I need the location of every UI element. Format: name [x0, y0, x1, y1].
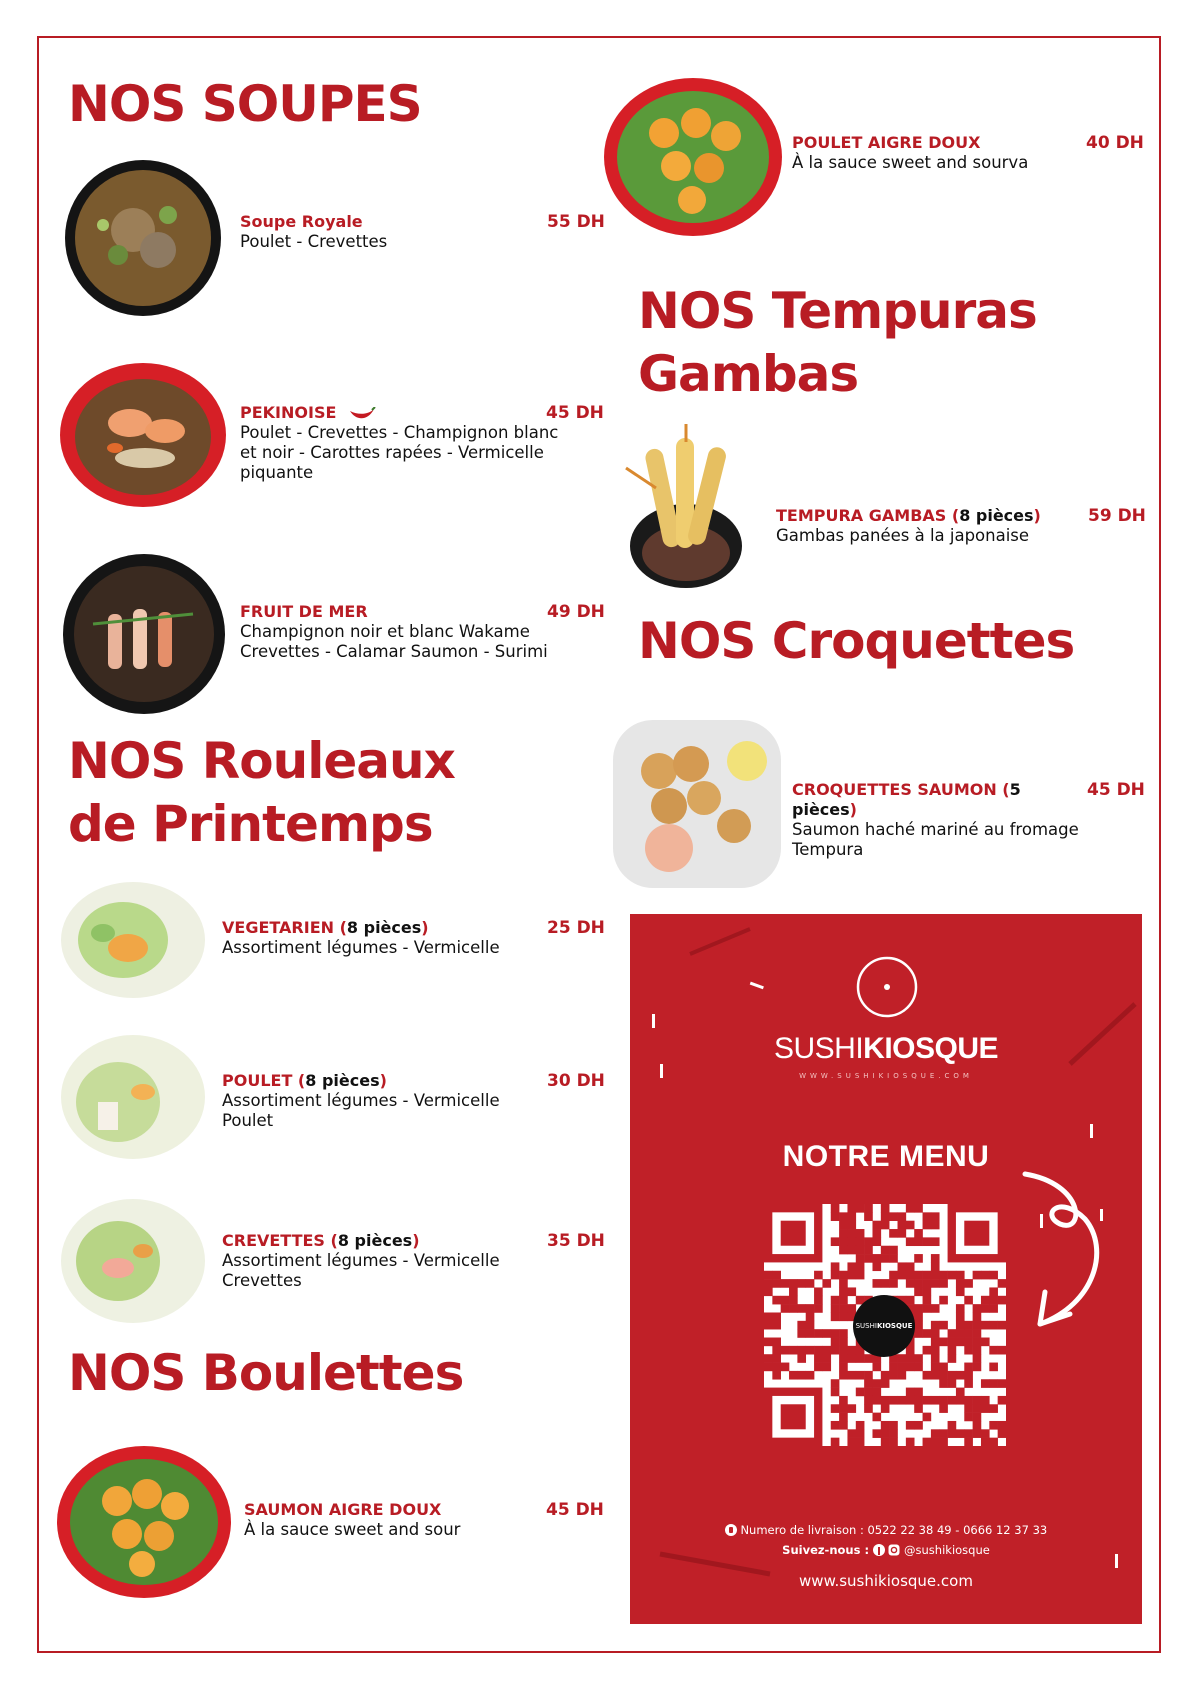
item-name: Soupe Royale: [240, 212, 363, 231]
item-description: Champignon noir et blanc Wakame Crevettes - Calamar Saumon - Surimi: [240, 622, 548, 661]
section-title-boulettes: NOS Boulettes: [68, 1344, 464, 1402]
item-pieces: 8 pièces: [305, 1071, 380, 1090]
chili-icon: [348, 407, 376, 421]
section-title-croquettes: NOS Croquettes: [638, 612, 1075, 670]
item-name: POULET (: [222, 1071, 306, 1090]
item-name: CREVETTES (: [222, 1231, 338, 1250]
qr-code[interactable]: [764, 1204, 1006, 1446]
menu-item-poulet-rouleau: [222, 1071, 552, 1131]
item-price: 30 DH: [547, 1071, 605, 1091]
item-price: 25 DH: [547, 918, 605, 938]
item-price: 35 DH: [547, 1231, 605, 1251]
facebook-icon[interactable]: [873, 1544, 885, 1556]
item-description: Gambas panées à la japonaise: [776, 526, 1030, 545]
phone-icon: [725, 1524, 737, 1536]
item-paren: ): [379, 1071, 387, 1090]
rouleau-crevettes-image: [58, 1196, 208, 1326]
pekinoise-image: [60, 363, 226, 508]
menu-item-saumon-aigre-doux: [244, 1500, 460, 1540]
section-title-rouleaux-line1: NOS Rouleaux: [68, 732, 455, 790]
menu-item-poulet-aigre-doux: [792, 133, 1028, 173]
item-description: À la sauce sweet and sour: [244, 1520, 461, 1539]
item-description: Assortiment légumes - Vermicelle Poulet: [222, 1091, 500, 1130]
fruit-de-mer-image: [63, 554, 225, 714]
item-name: VEGETARIEN (: [222, 918, 347, 937]
item-price: 49 DH: [547, 602, 605, 622]
item-price: 45 DH: [1087, 780, 1145, 800]
section-title-tempuras-line2: Gambas: [638, 345, 859, 403]
qr-menu-panel: [630, 914, 1142, 1624]
menu-item-soupe-royale: [240, 212, 387, 252]
menu-item-fruit-de-mer: [240, 602, 560, 662]
item-description: Assortiment légumes - Vermicelle Crevettes: [222, 1251, 500, 1290]
menu-item-tempura-gambas: [776, 506, 1041, 546]
item-price: 45 DH: [546, 403, 604, 423]
item-price: 40 DH: [1086, 133, 1144, 153]
soupe-royale-image: [63, 160, 223, 316]
qr-center-logo: SUSHIKIOSQUE: [853, 1295, 915, 1357]
item-paren: ): [1033, 506, 1041, 525]
logo-circle: [852, 956, 922, 1018]
item-name: SAUMON AIGRE DOUX: [244, 1500, 442, 1519]
item-pieces: 8 pièces: [346, 918, 422, 937]
delivery-phone: Numero de livraison : 0522 22 38 49 - 0666 12 37 33: [630, 1523, 1142, 1537]
menu-item-vegetarien: [222, 918, 500, 958]
item-pieces: 8 pièces: [959, 506, 1034, 525]
item-description: Assortiment légumes - Vermicelle: [222, 938, 500, 957]
rouleau-poulet-image: [58, 1032, 208, 1162]
section-title-soupes: NOS SOUPES: [68, 75, 422, 133]
item-name: FRUIT DE MER: [240, 602, 368, 621]
saumon-aigre-doux-image: [57, 1446, 232, 1599]
section-title-tempuras-line1: NOS Tempuras: [638, 282, 1037, 340]
social-follow: Suivez-nous : @sushikiosque: [782, 1543, 990, 1557]
tempura-gambas-image: [616, 418, 756, 590]
poulet-aigre-doux-image: [604, 78, 782, 236]
menu-item-croquettes-saumon: [792, 780, 1082, 860]
website-link[interactable]: www.sushikiosque.com: [799, 1572, 973, 1590]
item-description: Poulet - Crevettes - Champignon blanc et noir - Carottes rapées - Vermicelle piquante: [240, 423, 559, 482]
item-name: PEKINOISE: [240, 403, 337, 422]
rouleau-vegetarien-image: [58, 878, 208, 1003]
item-price: 45 DH: [546, 1500, 604, 1520]
brand-name: SUSHIKIOSQUE: [773, 1032, 999, 1065]
item-price: 59 DH: [1088, 506, 1146, 526]
notre-menu-heading: NOTRE MENU: [782, 1140, 990, 1173]
item-price: 55 DH: [547, 212, 605, 232]
croquettes-saumon-image: [609, 716, 785, 892]
section-title-rouleaux-line2: de Printemps: [68, 795, 433, 853]
item-name: CROQUETTES SAUMON (: [792, 780, 1010, 799]
item-description: Saumon haché mariné au fromage Tempura: [792, 820, 1079, 859]
instagram-icon[interactable]: [888, 1544, 900, 1556]
item-description: Poulet - Crevettes: [240, 232, 388, 251]
item-description: À la sauce sweet and sourva: [792, 153, 1029, 172]
item-paren: ): [849, 800, 857, 819]
brand-site-small: WWW.SUSHIKIOSQUE.COM: [799, 1072, 973, 1080]
item-paren: ): [412, 1231, 420, 1250]
item-pieces: 8 pièces: [337, 1231, 413, 1250]
item-paren: ): [421, 918, 429, 937]
item-pieces: 5 pièces: [792, 780, 1021, 819]
menu-item-crevettes-rouleau: [222, 1231, 552, 1291]
arrow-icon: [1015, 1164, 1125, 1334]
menu-item-pekinoise: [240, 403, 570, 483]
item-name: TEMPURA GAMBAS (: [776, 506, 960, 525]
item-name: POULET AIGRE DOUX: [792, 133, 981, 152]
